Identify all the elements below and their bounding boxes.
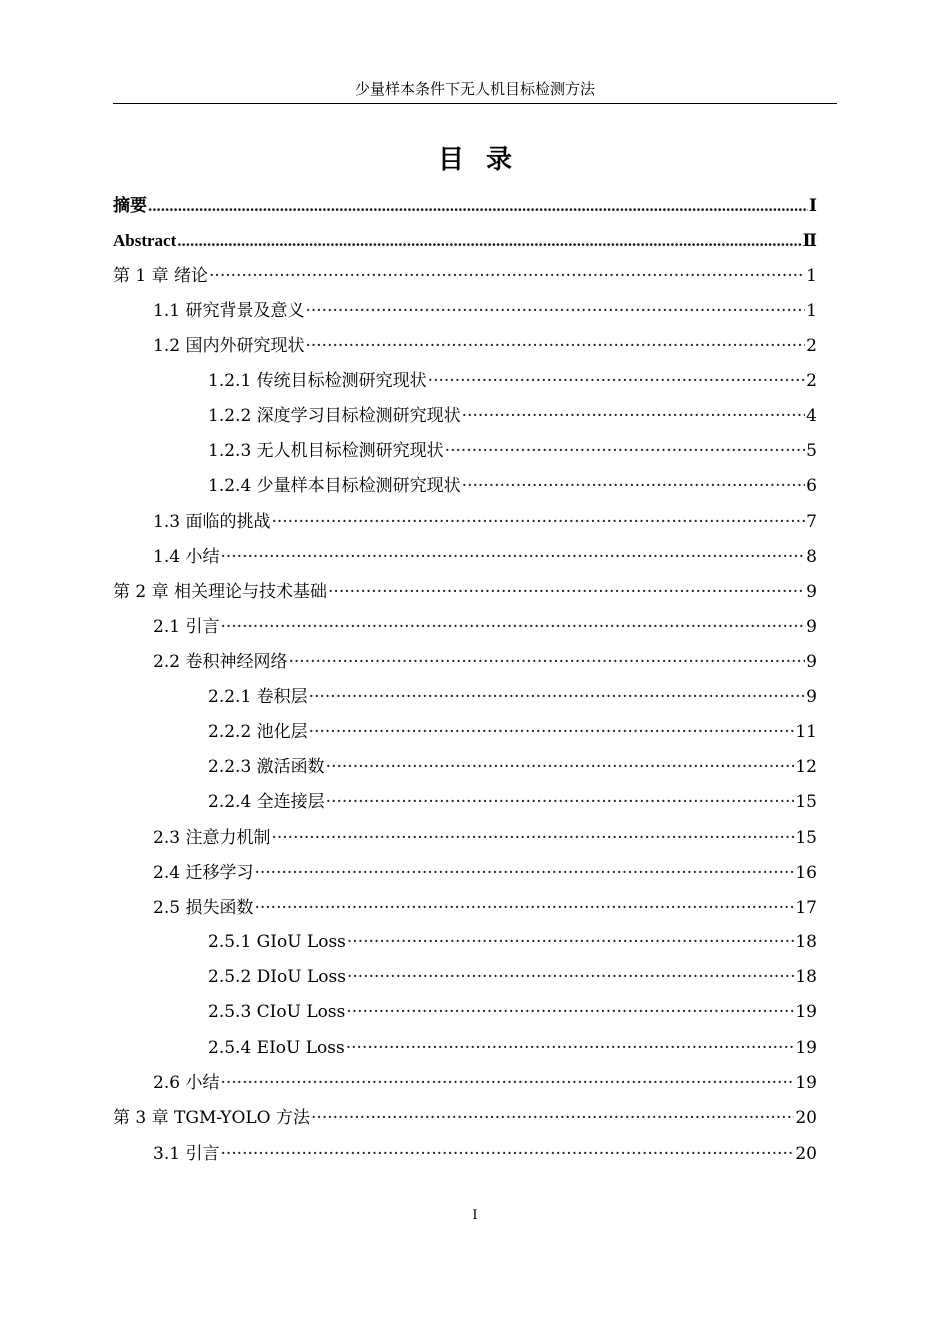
toc-entry-2-4[interactable]: [153, 854, 817, 884]
toc-leader-dots: [347, 931, 794, 953]
toc-entry-label: 2.2.1 卷积层: [208, 687, 308, 707]
toc-entry-page: 12: [795, 757, 817, 777]
toc-entry-label: 1.2 国内外研究现状: [153, 336, 305, 356]
toc-entry-page: 19: [795, 1038, 817, 1058]
toc-entry-2-5-2[interactable]: [208, 958, 817, 988]
toc-leader-dots: [326, 756, 795, 778]
toc-leader-dots: [309, 721, 795, 743]
toc-leader-dots: [305, 335, 805, 357]
toc-leader-dots: [254, 897, 794, 919]
toc-entry-2-2-1[interactable]: [208, 678, 817, 708]
toc-entry-page: 9: [806, 582, 817, 602]
toc-entry-1-2[interactable]: [153, 327, 817, 357]
toc-entry-2-5-4[interactable]: [208, 1029, 817, 1059]
toc-entry-label: 第 3 章 TGM-YOLO 方法: [113, 1108, 311, 1128]
toc-entry-2-5[interactable]: [153, 889, 817, 919]
toc-entry-abstract-cn[interactable]: [113, 187, 817, 217]
toc-entry-page: 7: [806, 512, 817, 532]
toc-entry-label: 2.5.4 EIoU Loss: [208, 1038, 345, 1058]
toc-entry-label: 1.3 面临的挑战: [153, 512, 271, 532]
toc-entry-chapter-1[interactable]: [113, 257, 817, 287]
toc-entry-page: 9: [806, 687, 817, 707]
toc-entry-chapter-3[interactable]: [113, 1099, 817, 1129]
toc-entry-label: Abstract: [113, 231, 177, 250]
toc-entry-page: 6: [806, 476, 817, 496]
toc-entry-1-2-3[interactable]: [208, 432, 817, 462]
toc-entry-page: 9: [806, 617, 817, 637]
toc-entry-label: 摘要: [113, 196, 147, 215]
toc-entry-page: 18: [795, 932, 817, 952]
toc-entry-page: Ⅰ: [809, 196, 817, 215]
toc-leader-dots: [462, 475, 806, 497]
toc-leader-dots: [220, 1143, 794, 1165]
toc-entry-label: 1.1 研究背景及意义: [153, 301, 305, 321]
toc-entry-1-2-4[interactable]: [208, 467, 817, 497]
toc-entry-page: Ⅱ: [802, 231, 817, 250]
toc-entry-2-5-3[interactable]: [208, 993, 817, 1023]
toc-entry-chapter-2[interactable]: [113, 573, 817, 603]
toc-leader-dots: [347, 966, 794, 988]
toc-entry-label: 第 1 章 绪论: [113, 266, 209, 286]
toc-entry-label: 2.2.3 激活函数: [208, 757, 325, 777]
toc-entry-page: 20: [795, 1144, 817, 1164]
toc-entry-label: 2.1 引言: [153, 617, 220, 637]
toc-entry-label: 2.5 损失函数: [153, 898, 254, 918]
toc-entry-page: 9: [806, 652, 817, 672]
toc-entry-label: 2.5.2 DIoU Loss: [208, 967, 346, 987]
toc-leader-dots: [271, 827, 794, 849]
toc-entry-page: 5: [806, 441, 817, 461]
toc-entry-label: 2.5.1 GIoU Loss: [208, 932, 346, 952]
running-header-title: 少量样本条件下无人机目标检测方法: [354, 80, 595, 98]
toc-entry-page: 8: [806, 547, 817, 567]
toc-leader-dots: [326, 791, 795, 813]
toc-entry-2-2[interactable]: [153, 643, 817, 673]
toc-entry-label: 1.2.1 传统目标检测研究现状: [208, 371, 427, 391]
toc-entry-page: 2: [806, 371, 817, 391]
toc-entry-1-4[interactable]: [153, 538, 817, 568]
toc-entry-abstract-en[interactable]: [113, 222, 817, 252]
toc-entry-page: 11: [795, 722, 817, 742]
toc-leader-dots: [305, 300, 805, 322]
toc-leader-dots: [177, 230, 801, 252]
toc-entry-label: 1.2.2 深度学习目标检测研究现状: [208, 406, 461, 426]
header-rule: [113, 103, 837, 104]
toc-entry-label: 2.2.4 全连接层: [208, 792, 325, 812]
toc-entry-page: 18: [795, 967, 817, 987]
toc-entry-label: 1.4 小结: [153, 547, 220, 567]
toc-entry-2-2-2[interactable]: [208, 713, 817, 743]
toc-leader-dots: [428, 370, 806, 392]
toc-entry-page: 19: [795, 1073, 817, 1093]
toc-entry-page: 20: [795, 1108, 817, 1128]
toc-leader-dots: [445, 440, 806, 462]
toc-entry-label: 2.2.2 池化层: [208, 722, 308, 742]
toc-entry-2-6[interactable]: [153, 1064, 817, 1094]
toc-entry-2-5-1[interactable]: [208, 923, 817, 953]
toc-leader-dots: [148, 195, 808, 217]
toc-leader-dots: [209, 265, 805, 287]
toc-leader-dots: [220, 616, 805, 638]
toc-leader-dots: [346, 1001, 794, 1023]
toc-entry-page: 15: [795, 828, 817, 848]
toc-entry-label: 2.6 小结: [153, 1073, 220, 1093]
toc-entry-2-2-3[interactable]: [208, 748, 817, 778]
toc-entry-label: 1.2.4 少量样本目标检测研究现状: [208, 476, 461, 496]
toc-entry-page: 19: [795, 1002, 817, 1022]
toc-leader-dots: [328, 581, 805, 603]
toc-entry-2-1[interactable]: [153, 608, 817, 638]
toc-title: 目录: [437, 145, 534, 175]
toc-entry-page: 15: [795, 792, 817, 812]
toc-leader-dots: [220, 1072, 794, 1094]
page-number: I: [472, 1208, 478, 1223]
toc-entry-label: 2.4 迁移学习: [153, 863, 254, 883]
toc-entry-label: 3.1 引言: [153, 1144, 220, 1164]
toc-entry-page: 17: [795, 898, 817, 918]
toc-leader-dots: [462, 405, 806, 427]
toc-entry-page: 2: [806, 336, 817, 356]
toc-leader-dots: [346, 1037, 795, 1059]
toc-leader-dots: [311, 1107, 794, 1129]
toc-entry-1-3[interactable]: [153, 503, 817, 533]
toc-leader-dots: [309, 686, 806, 708]
toc-entry-3-1[interactable]: [153, 1135, 817, 1165]
toc-leader-dots: [220, 546, 805, 568]
toc-leader-dots: [254, 862, 794, 884]
toc-entry-page: 1: [806, 266, 817, 286]
toc-entry-1-1[interactable]: [153, 292, 817, 322]
toc-entry-label: 2.2 卷积神经网络: [153, 652, 288, 672]
toc-entry-page: 16: [795, 863, 817, 883]
toc-leader-dots: [271, 511, 805, 533]
toc-entry-label: 1.2.3 无人机目标检测研究现状: [208, 441, 444, 461]
toc-entry-page: 4: [806, 406, 817, 426]
toc-entry-1-2-1[interactable]: [208, 362, 817, 392]
toc-entry-label: 第 2 章 相关理论与技术基础: [113, 582, 328, 602]
toc-entry-label: 2.5.3 CIoU Loss: [208, 1002, 346, 1022]
toc-entry-label: 2.3 注意力机制: [153, 828, 271, 848]
toc-entry-2-2-4[interactable]: [208, 783, 817, 813]
toc-leader-dots: [288, 651, 805, 673]
toc-entry-2-3[interactable]: [153, 819, 817, 849]
toc-entry-page: 1: [806, 301, 817, 321]
toc-entry-1-2-2[interactable]: [208, 397, 817, 427]
